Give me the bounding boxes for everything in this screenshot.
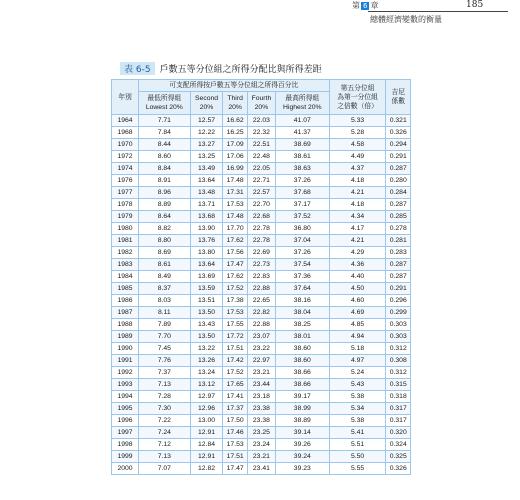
- gini-cell: 0.308: [386, 355, 411, 367]
- second-cell: 13.51: [190, 295, 223, 307]
- fourth-cell: 23.21: [247, 367, 275, 379]
- third-cell: 17.70: [223, 223, 247, 235]
- second-cell: 13.26: [190, 355, 223, 367]
- table-row: [112, 223, 411, 235]
- gini-cell: 0.284: [386, 187, 411, 199]
- highest-cell: 36.80: [275, 223, 329, 235]
- gini-cell: 0.318: [386, 391, 411, 403]
- lowest-cell: 8.82: [139, 223, 191, 235]
- second-cell: 13.59: [190, 283, 223, 295]
- second-cell: 12.91: [190, 427, 223, 439]
- fourth-cell: 22.51: [247, 139, 275, 151]
- lowest-cell: 7.71: [139, 115, 191, 127]
- highest-cell: 41.07: [275, 115, 329, 127]
- third-cell: 17.06: [223, 151, 247, 163]
- ratio-cell: 5.24: [329, 367, 386, 379]
- year-cell: 1989: [112, 331, 139, 343]
- gini-cell: 0.299: [386, 307, 411, 319]
- year-cell: 2000: [112, 463, 139, 475]
- ratio-cell: 4.18: [329, 199, 386, 211]
- year-cell: 1999: [112, 451, 139, 463]
- table-row: [112, 331, 411, 343]
- table-row: [112, 271, 411, 283]
- year-cell: 1992: [112, 367, 139, 379]
- year-cell: 1993: [112, 379, 139, 391]
- ratio-cell: 4.40: [329, 271, 386, 283]
- highest-cell: 38.66: [275, 367, 329, 379]
- fourth-cell: 23.07: [247, 331, 275, 343]
- third-cell: 17.09: [223, 139, 247, 151]
- ratio-cell: 4.97: [329, 355, 386, 367]
- group-header: 可支配所得按戶數五等分位組之所得百分比: [139, 80, 330, 92]
- lowest-cell: 7.22: [139, 415, 191, 427]
- second-cell: 13.76: [190, 235, 223, 247]
- fourth-cell: 23.21: [247, 451, 275, 463]
- table-row: [112, 427, 411, 439]
- year-cell: 1974: [112, 163, 139, 175]
- table-row: [112, 247, 411, 259]
- ratio-cell: 5.43: [329, 379, 386, 391]
- table-row: [112, 463, 411, 475]
- highest-cell: 37.52: [275, 211, 329, 223]
- third-cell: 17.72: [223, 331, 247, 343]
- third-cell: 17.55: [223, 319, 247, 331]
- lowest-cell: 8.03: [139, 295, 191, 307]
- highest-cell: 41.37: [275, 127, 329, 139]
- ratio-cell: 4.21: [329, 235, 386, 247]
- lowest-cell: 8.84: [139, 163, 191, 175]
- second-cell: 13.64: [190, 259, 223, 271]
- gini-cell: 0.317: [386, 415, 411, 427]
- third-cell: 17.42: [223, 355, 247, 367]
- lowest-header: 最低所得組 Lowest 20%: [139, 92, 191, 115]
- year-cell: 1981: [112, 235, 139, 247]
- year-cell: 1976: [112, 175, 139, 187]
- ratio-cell: 5.51: [329, 439, 386, 451]
- second-cell: 13.49: [190, 163, 223, 175]
- year-cell: 1982: [112, 247, 139, 259]
- ratio-cell: 4.21: [329, 187, 386, 199]
- third-cell: 17.52: [223, 283, 247, 295]
- highest-cell: 37.64: [275, 283, 329, 295]
- year-cell: 1997: [112, 427, 139, 439]
- third-cell: 17.41: [223, 391, 247, 403]
- highest-cell: 37.26: [275, 175, 329, 187]
- ratio-cell: 4.50: [329, 283, 386, 295]
- gini-cell: 0.294: [386, 139, 411, 151]
- second-header: Second 20%: [190, 92, 223, 115]
- third-cell: 17.53: [223, 307, 247, 319]
- fourth-cell: 23.38: [247, 415, 275, 427]
- income-distribution-table: [111, 79, 411, 475]
- fourth-cell: 23.44: [247, 379, 275, 391]
- gini-cell: 0.283: [386, 247, 411, 259]
- third-cell: 17.53: [223, 439, 247, 451]
- gini-cell: 0.325: [386, 451, 411, 463]
- second-cell: 12.96: [190, 403, 223, 415]
- fourth-cell: 22.03: [247, 115, 275, 127]
- highest-cell: 39.26: [275, 439, 329, 451]
- second-cell: 13.69: [190, 271, 223, 283]
- fourth-cell: 23.41: [247, 463, 275, 475]
- highest-cell: 38.61: [275, 151, 329, 163]
- table-row: [112, 343, 411, 355]
- third-cell: 17.38: [223, 295, 247, 307]
- second-cell: 12.91: [190, 451, 223, 463]
- ratio-header: 第五分位組 為第一分位組 之倍數（倍）: [329, 80, 386, 115]
- lowest-cell: 8.89: [139, 199, 191, 211]
- lowest-cell: 8.49: [139, 271, 191, 283]
- ratio-cell: 5.50: [329, 451, 386, 463]
- gini-cell: 0.317: [386, 403, 411, 415]
- table-row: [112, 199, 411, 211]
- table-row: [112, 211, 411, 223]
- table-row: [112, 295, 411, 307]
- table-row: [112, 439, 411, 451]
- fourth-cell: 23.25: [247, 427, 275, 439]
- ratio-cell: 4.60: [329, 295, 386, 307]
- gini-cell: 0.303: [386, 331, 411, 343]
- table-row: [112, 139, 411, 151]
- highest-cell: 37.04: [275, 235, 329, 247]
- year-cell: 1970: [112, 139, 139, 151]
- fourth-cell: 22.73: [247, 259, 275, 271]
- highest-cell: 39.23: [275, 463, 329, 475]
- year-cell: 1994: [112, 391, 139, 403]
- gini-cell: 0.287: [386, 199, 411, 211]
- fourth-cell: 22.82: [247, 307, 275, 319]
- fourth-cell: 23.18: [247, 391, 275, 403]
- gini-cell: 0.291: [386, 283, 411, 295]
- ratio-cell: 4.69: [329, 307, 386, 319]
- table-row: [112, 379, 411, 391]
- table-row: [112, 187, 411, 199]
- table-number: 表 6-5: [120, 62, 155, 75]
- lowest-cell: 8.37: [139, 283, 191, 295]
- ratio-cell: 4.49: [329, 151, 386, 163]
- lowest-cell: 7.37: [139, 367, 191, 379]
- fourth-cell: 22.68: [247, 211, 275, 223]
- highest-cell: 38.01: [275, 331, 329, 343]
- gini-cell: 0.287: [386, 163, 411, 175]
- lowest-cell: 7.12: [139, 439, 191, 451]
- lowest-cell: 7.24: [139, 427, 191, 439]
- ratio-cell: 4.36: [329, 259, 386, 271]
- third-cell: 16.25: [223, 127, 247, 139]
- fourth-cell: 22.65: [247, 295, 275, 307]
- table-row: [112, 175, 411, 187]
- year-cell: 1985: [112, 283, 139, 295]
- lowest-cell: 8.64: [139, 211, 191, 223]
- ratio-cell: 5.28: [329, 127, 386, 139]
- second-cell: 13.24: [190, 367, 223, 379]
- second-cell: 13.00: [190, 415, 223, 427]
- gini-cell: 0.312: [386, 343, 411, 355]
- table-row: [112, 235, 411, 247]
- third-cell: 17.47: [223, 259, 247, 271]
- highest-cell: 38.60: [275, 343, 329, 355]
- ratio-cell: 4.17: [329, 223, 386, 235]
- third-cell: 17.50: [223, 415, 247, 427]
- highest-cell: 37.68: [275, 187, 329, 199]
- fourth-cell: 22.97: [247, 355, 275, 367]
- highest-cell: 37.36: [275, 271, 329, 283]
- chapter-prefix: 第: [352, 1, 360, 10]
- ratio-cell: 5.41: [329, 427, 386, 439]
- lowest-cell: 8.11: [139, 307, 191, 319]
- ratio-cell: 4.18: [329, 175, 386, 187]
- fourth-cell: 22.70: [247, 199, 275, 211]
- ratio-cell: 5.55: [329, 463, 386, 475]
- year-cell: 1984: [112, 271, 139, 283]
- lowest-cell: 7.13: [139, 451, 191, 463]
- year-cell: 1979: [112, 211, 139, 223]
- fourth-cell: 22.48: [247, 151, 275, 163]
- third-cell: 17.65: [223, 379, 247, 391]
- fourth-cell: 23.38: [247, 403, 275, 415]
- year-cell: 1991: [112, 355, 139, 367]
- fourth-cell: 22.71: [247, 175, 275, 187]
- gini-cell: 0.321: [386, 115, 411, 127]
- second-cell: 12.57: [190, 115, 223, 127]
- fourth-cell: 22.78: [247, 235, 275, 247]
- gini-cell: 0.296: [386, 295, 411, 307]
- third-cell: 17.31: [223, 187, 247, 199]
- table-row: [112, 259, 411, 271]
- fourth-cell: 22.05: [247, 163, 275, 175]
- fourth-cell: 22.78: [247, 223, 275, 235]
- second-cell: 13.25: [190, 151, 223, 163]
- third-cell: 17.47: [223, 463, 247, 475]
- highest-cell: 38.99: [275, 403, 329, 415]
- table-row: [112, 163, 411, 175]
- ratio-cell: 4.34: [329, 211, 386, 223]
- lowest-cell: 7.76: [139, 355, 191, 367]
- highest-cell: 38.60: [275, 355, 329, 367]
- table-row: [112, 403, 411, 415]
- second-cell: 13.27: [190, 139, 223, 151]
- year-cell: 1988: [112, 319, 139, 331]
- gini-cell: 0.291: [386, 151, 411, 163]
- third-cell: 17.52: [223, 367, 247, 379]
- table-row: [112, 319, 411, 331]
- table-row: [112, 391, 411, 403]
- third-cell: 17.51: [223, 451, 247, 463]
- third-cell: 16.62: [223, 115, 247, 127]
- chapter-suffix: 章: [370, 1, 379, 10]
- gini-cell: 0.326: [386, 127, 411, 139]
- highest-cell: 38.69: [275, 139, 329, 151]
- table-title: 戶數五等分位組之所得分配比與所得差距: [159, 65, 322, 75]
- lowest-cell: 7.28: [139, 391, 191, 403]
- year-cell: 1990: [112, 343, 139, 355]
- lowest-cell: 8.80: [139, 235, 191, 247]
- fourth-cell: 22.83: [247, 271, 275, 283]
- gini-cell: 0.278: [386, 223, 411, 235]
- ratio-cell: 4.85: [329, 319, 386, 331]
- highest-cell: 38.66: [275, 379, 329, 391]
- year-cell: 1995: [112, 403, 139, 415]
- third-cell: 17.51: [223, 343, 247, 355]
- lowest-cell: 8.96: [139, 187, 191, 199]
- lowest-cell: 7.07: [139, 463, 191, 475]
- third-cell: 17.48: [223, 175, 247, 187]
- second-cell: 13.68: [190, 211, 223, 223]
- year-cell: 1980: [112, 223, 139, 235]
- highest-cell: 37.26: [275, 247, 329, 259]
- second-cell: 13.71: [190, 199, 223, 211]
- fourth-cell: 23.22: [247, 343, 275, 355]
- page-header: [0, 0, 520, 34]
- third-cell: 17.62: [223, 271, 247, 283]
- page-number: 185: [466, 0, 484, 10]
- second-cell: 13.64: [190, 175, 223, 187]
- fourth-cell: 22.32: [247, 127, 275, 139]
- table-row: [112, 307, 411, 319]
- third-header: Third 20%: [223, 92, 247, 115]
- highest-cell: 38.04: [275, 307, 329, 319]
- lowest-cell: 7.70: [139, 331, 191, 343]
- third-cell: 17.53: [223, 199, 247, 211]
- gini-cell: 0.280: [386, 175, 411, 187]
- ratio-cell: 5.38: [329, 415, 386, 427]
- ratio-cell: 4.29: [329, 247, 386, 259]
- year-cell: 1983: [112, 259, 139, 271]
- year-header: 年別: [112, 80, 139, 115]
- second-cell: 13.43: [190, 319, 223, 331]
- third-cell: 16.99: [223, 163, 247, 175]
- lowest-cell: 8.91: [139, 175, 191, 187]
- lowest-cell: 8.60: [139, 151, 191, 163]
- gini-cell: 0.324: [386, 439, 411, 451]
- fourth-cell: 22.57: [247, 187, 275, 199]
- year-cell: 1996: [112, 415, 139, 427]
- gini-cell: 0.281: [386, 235, 411, 247]
- table-row: [112, 451, 411, 463]
- highest-cell: 39.24: [275, 451, 329, 463]
- third-cell: 17.62: [223, 235, 247, 247]
- second-cell: 13.12: [190, 379, 223, 391]
- lowest-cell: 7.84: [139, 127, 191, 139]
- year-cell: 1978: [112, 199, 139, 211]
- table-row: [112, 151, 411, 163]
- table-row: [112, 367, 411, 379]
- ratio-cell: 4.58: [329, 139, 386, 151]
- year-cell: 1987: [112, 307, 139, 319]
- second-cell: 13.80: [190, 247, 223, 259]
- gini-cell: 0.312: [386, 367, 411, 379]
- table-row: [112, 115, 411, 127]
- lowest-cell: 7.89: [139, 319, 191, 331]
- fourth-cell: 23.24: [247, 439, 275, 451]
- second-cell: 12.84: [190, 439, 223, 451]
- fourth-cell: 22.69: [247, 247, 275, 259]
- ratio-cell: 4.37: [329, 163, 386, 175]
- year-cell: 1968: [112, 127, 139, 139]
- second-cell: 13.50: [190, 307, 223, 319]
- ratio-cell: 5.18: [329, 343, 386, 355]
- second-cell: 13.22: [190, 343, 223, 355]
- chapter-number: 6: [363, 2, 368, 10]
- highest-cell: 38.25: [275, 319, 329, 331]
- second-cell: 13.50: [190, 331, 223, 343]
- fourth-cell: 22.88: [247, 319, 275, 331]
- gini-cell: 0.320: [386, 427, 411, 439]
- gini-cell: 0.303: [386, 319, 411, 331]
- third-cell: 17.56: [223, 247, 247, 259]
- fourth-cell: 22.88: [247, 283, 275, 295]
- lowest-cell: 8.69: [139, 247, 191, 259]
- lowest-cell: 7.30: [139, 403, 191, 415]
- table-row: [112, 127, 411, 139]
- third-cell: 17.37: [223, 403, 247, 415]
- year-cell: 1977: [112, 187, 139, 199]
- second-cell: 12.22: [190, 127, 223, 139]
- third-cell: 17.48: [223, 211, 247, 223]
- table-row: [112, 283, 411, 295]
- table-caption: [120, 62, 400, 76]
- second-cell: 13.48: [190, 187, 223, 199]
- ratio-cell: 5.34: [329, 403, 386, 415]
- year-cell: 1998: [112, 439, 139, 451]
- lowest-cell: 8.61: [139, 259, 191, 271]
- lowest-cell: 7.13: [139, 379, 191, 391]
- fourth-header: Fourth 20%: [247, 92, 275, 115]
- year-cell: 1972: [112, 151, 139, 163]
- table-body: [112, 115, 411, 475]
- year-cell: 1986: [112, 295, 139, 307]
- ratio-cell: 4.94: [329, 331, 386, 343]
- highest-cell: 38.89: [275, 415, 329, 427]
- ratio-cell: 5.33: [329, 115, 386, 127]
- ratio-cell: 5.38: [329, 391, 386, 403]
- gini-cell: 0.285: [386, 211, 411, 223]
- gini-header: 吉尼 係數: [386, 80, 411, 115]
- table-row: [112, 415, 411, 427]
- highest-cell: 39.14: [275, 427, 329, 439]
- highest-header: 最高所得組 Highest 20%: [275, 92, 329, 115]
- table-row: [112, 355, 411, 367]
- highest-cell: 39.17: [275, 391, 329, 403]
- second-cell: 13.90: [190, 223, 223, 235]
- gini-cell: 0.315: [386, 379, 411, 391]
- header-rule: [368, 11, 508, 12]
- second-cell: 12.82: [190, 463, 223, 475]
- lowest-cell: 7.45: [139, 343, 191, 355]
- chapter-subtitle: 總體經濟變數的衡量: [370, 15, 442, 24]
- lowest-cell: 8.44: [139, 139, 191, 151]
- highest-cell: 38.16: [275, 295, 329, 307]
- gini-cell: 0.287: [386, 271, 411, 283]
- year-cell: 1964: [112, 115, 139, 127]
- highest-cell: 38.63: [275, 163, 329, 175]
- highest-cell: 37.17: [275, 199, 329, 211]
- highest-cell: 37.54: [275, 259, 329, 271]
- gini-cell: 0.287: [386, 259, 411, 271]
- third-cell: 17.46: [223, 427, 247, 439]
- second-cell: 12.97: [190, 391, 223, 403]
- chapter-label: [352, 0, 378, 11]
- gini-cell: 0.326: [386, 463, 411, 475]
